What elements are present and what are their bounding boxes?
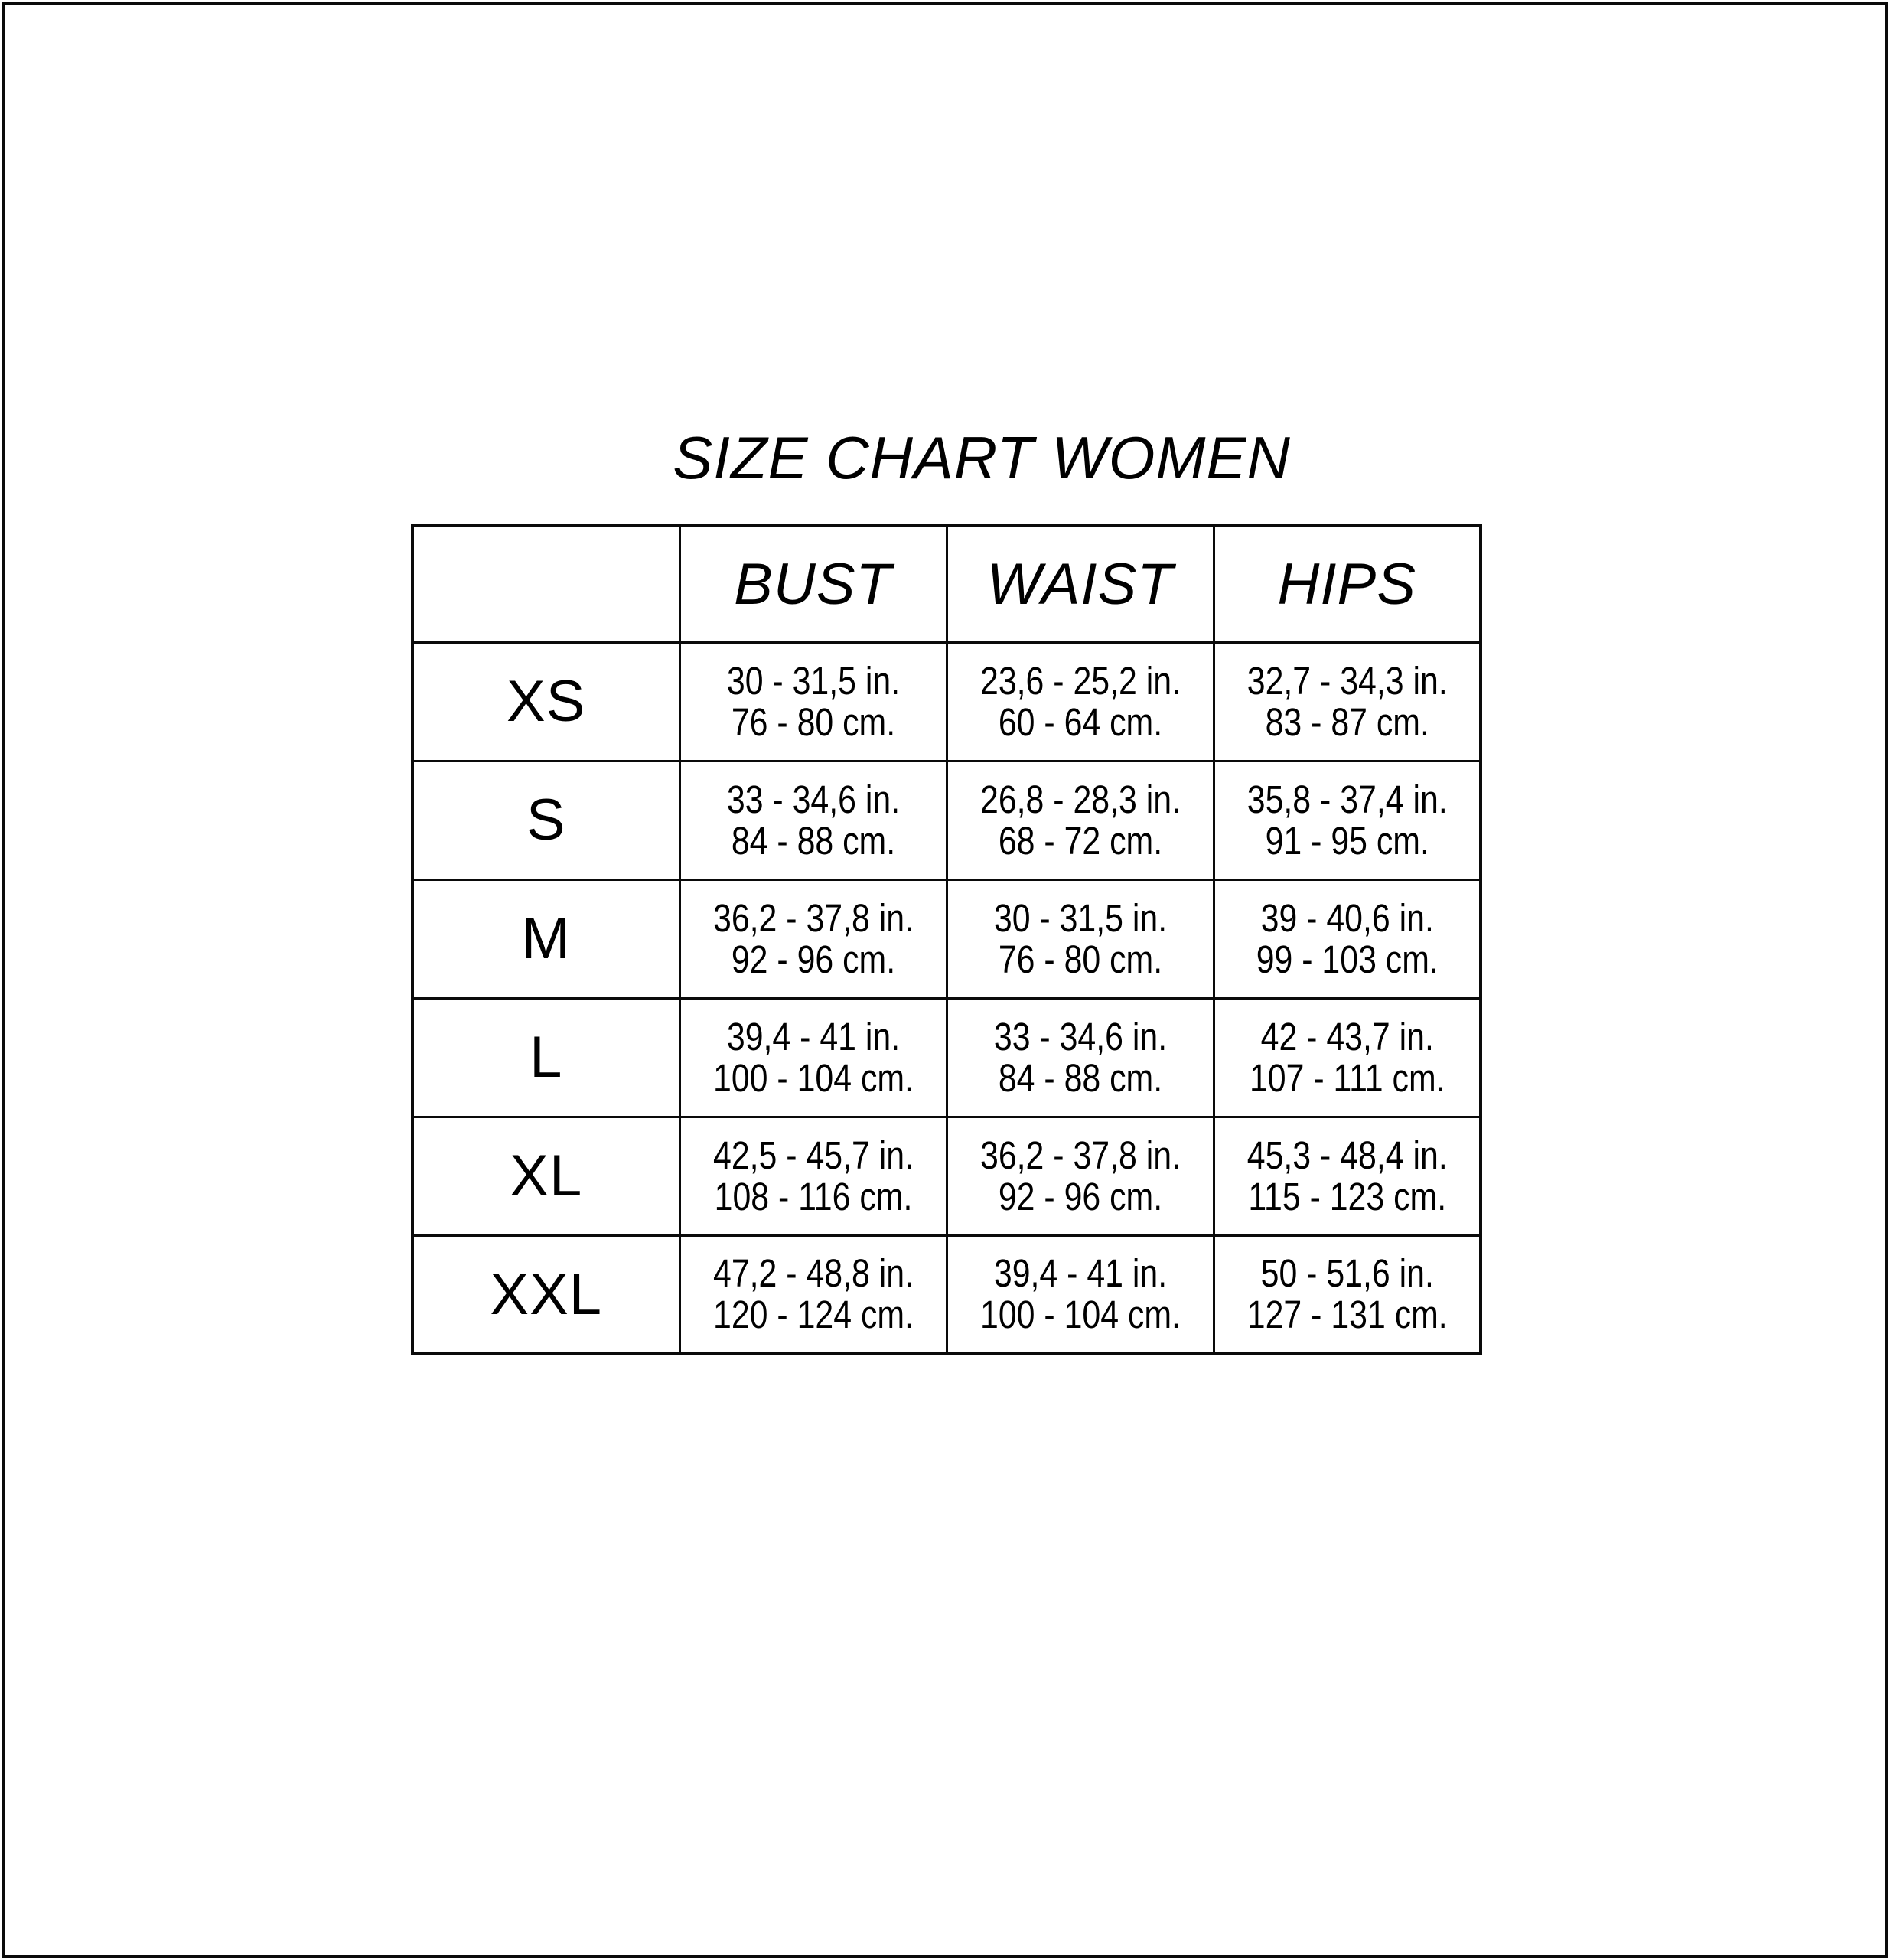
range-inches: 36,2 - 37,8 in. bbox=[979, 1133, 1181, 1177]
waist-cell bbox=[947, 642, 1214, 761]
hips-cell bbox=[1214, 998, 1481, 1117]
column-header-hips: HIPS bbox=[1214, 526, 1481, 642]
size-row-l bbox=[412, 998, 1481, 1117]
bust-cell bbox=[679, 1117, 947, 1235]
size-label: L bbox=[412, 998, 679, 1117]
range-inches: 42 - 43,7 in. bbox=[1260, 1014, 1434, 1058]
size-chart-table bbox=[411, 524, 1482, 1355]
range-cm: 92 - 96 cm. bbox=[998, 1174, 1162, 1218]
range-inches: 32,7 - 34,3 in. bbox=[1246, 658, 1448, 703]
waist-cell bbox=[947, 761, 1214, 879]
range-cm: 99 - 103 cm. bbox=[1256, 937, 1439, 981]
range-inches: 23,6 - 25,2 in. bbox=[979, 658, 1181, 703]
range-cm: 115 - 123 cm. bbox=[1247, 1174, 1446, 1218]
range-inches: 42,5 - 45,7 in. bbox=[712, 1133, 914, 1177]
column-header-bust: BUST bbox=[679, 526, 947, 642]
range-cm: 92 - 96 cm. bbox=[731, 937, 895, 981]
size-label: XXL bbox=[412, 1235, 679, 1354]
range-cm: 68 - 72 cm. bbox=[998, 818, 1162, 863]
size-row-s bbox=[412, 761, 1481, 879]
bust-cell bbox=[679, 998, 947, 1117]
size-row-xl bbox=[412, 1117, 1481, 1235]
size-row-xxl bbox=[412, 1235, 1481, 1354]
hips-cell bbox=[1214, 642, 1481, 761]
bust-cell bbox=[679, 761, 947, 879]
waist-cell bbox=[947, 1117, 1214, 1235]
range-inches: 39 - 40,6 in. bbox=[1260, 895, 1434, 940]
range-cm: 127 - 131 cm. bbox=[1246, 1293, 1448, 1337]
range-cm: 100 - 104 cm. bbox=[979, 1293, 1181, 1337]
range-inches: 33 - 34,6 in. bbox=[993, 1014, 1167, 1058]
range-cm: 108 - 116 cm. bbox=[714, 1174, 912, 1218]
size-label: S bbox=[412, 761, 679, 879]
range-cm: 76 - 80 cm. bbox=[731, 700, 895, 744]
hips-cell bbox=[1214, 761, 1481, 879]
range-cm: 76 - 80 cm. bbox=[998, 937, 1162, 981]
range-inches: 30 - 31,5 in. bbox=[993, 895, 1167, 940]
hips-cell bbox=[1214, 1117, 1481, 1235]
size-row-xs bbox=[412, 642, 1481, 761]
waist-cell bbox=[947, 879, 1214, 998]
range-cm: 120 - 124 cm. bbox=[712, 1293, 914, 1337]
bust-cell bbox=[679, 642, 947, 761]
range-inches: 35,8 - 37,4 in. bbox=[1246, 777, 1448, 821]
range-inches: 30 - 31,5 in. bbox=[726, 658, 900, 703]
range-inches: 39,4 - 41 in. bbox=[726, 1014, 900, 1058]
range-cm: 91 - 95 cm. bbox=[1265, 818, 1429, 863]
column-header-waist: WAIST bbox=[947, 526, 1214, 642]
range-cm: 84 - 88 cm. bbox=[731, 818, 895, 863]
bust-cell bbox=[679, 1235, 947, 1354]
range-inches: 26,8 - 28,3 in. bbox=[979, 777, 1181, 821]
size-row-m bbox=[412, 879, 1481, 998]
range-cm: 83 - 87 cm. bbox=[1265, 700, 1429, 744]
size-label: M bbox=[412, 879, 679, 998]
bust-cell bbox=[679, 879, 947, 998]
range-inches: 33 - 34,6 in. bbox=[726, 777, 900, 821]
range-cm: 100 - 104 cm. bbox=[712, 1055, 914, 1100]
range-cm: 107 - 111 cm. bbox=[1249, 1055, 1445, 1100]
corner-cell bbox=[412, 526, 679, 642]
waist-cell bbox=[947, 1235, 1214, 1354]
range-inches: 47,2 - 48,8 in. bbox=[712, 1251, 914, 1296]
size-label: XL bbox=[412, 1117, 679, 1235]
range-inches: 50 - 51,6 in. bbox=[1260, 1251, 1434, 1296]
waist-cell bbox=[947, 998, 1214, 1117]
hips-cell bbox=[1214, 879, 1481, 998]
range-inches: 45,3 - 48,4 in. bbox=[1246, 1133, 1448, 1177]
range-cm: 60 - 64 cm. bbox=[998, 700, 1162, 744]
range-inches: 36,2 - 37,8 in. bbox=[712, 895, 914, 940]
chart-title: SIZE CHART WOMEN bbox=[673, 424, 1291, 491]
range-cm: 84 - 88 cm. bbox=[998, 1055, 1162, 1100]
header-row bbox=[412, 526, 1481, 642]
range-inches: 39,4 - 41 in. bbox=[993, 1251, 1167, 1296]
hips-cell bbox=[1214, 1235, 1481, 1354]
size-label: XS bbox=[412, 642, 679, 761]
